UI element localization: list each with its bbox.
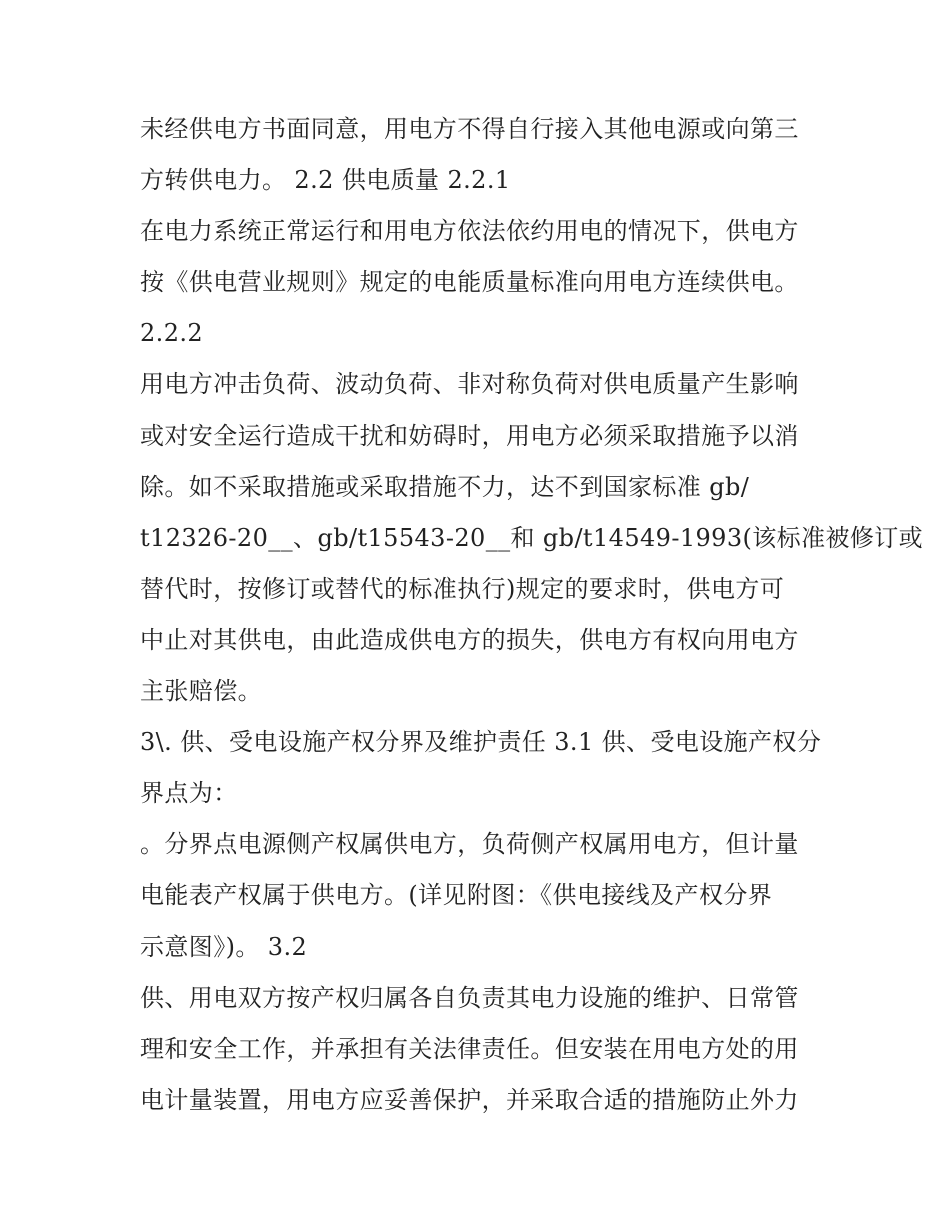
text-line: 除。如不采取措施或采取措施不力，达不到国家标准 gb/: [140, 472, 750, 501]
text-line: 或对安全运行造成干扰和妨碍时，用电方必须采取措施予以消: [140, 421, 799, 450]
text-line: 2.2.2: [140, 319, 204, 348]
text-line: 中止对其供电，由此造成供电方的损失，供电方有权向用电方: [140, 625, 799, 654]
text-line: 3\. 供、受电设施产权分界及维护责任 3.1 供、受电设施产权分: [140, 728, 822, 757]
text-line: 主张赔偿。: [140, 677, 262, 706]
text-line: 理和安全工作，并承担有关法律责任。但安装在用电方处的用: [140, 1034, 799, 1063]
text-line: t12326-20__、gb/t15543-20__和 gb/t14549-1993(该标准被修订或: [140, 523, 924, 552]
text-line: 示意图》)。 3.2: [140, 932, 308, 961]
text-line: 供、用电双方按产权归属各自负责其电力设施的维护、日常管: [140, 983, 799, 1012]
text-line: 。分界点电源侧产权属供电方，负荷侧产权属用电方，但计量: [140, 830, 799, 859]
text-line: 用电方冲击负荷、波动负荷、非对称负荷对供电质量产生影响: [140, 370, 799, 399]
text-line: 未经供电方书面同意，用电方不得自行接入其他电源或向第三: [140, 115, 799, 143]
text-line: 电计量装置，用电方应妥善保护，并采取合适的措施防止外力: [140, 1085, 799, 1114]
text-line: 按《供电营业规则》规定的电能质量标准向用电方连续供电。: [140, 268, 799, 297]
text-line: 电能表产权属于供电方。(详见附图：《供电接线及产权分界: [140, 881, 773, 910]
text-line: 界点为：: [140, 779, 238, 808]
text-line: 方转供电力。 2.2 供电质量 2.2.1: [140, 166, 511, 195]
text-line: 替代时，按修订或替代的标准执行)规定的要求时，供电方可: [140, 574, 785, 603]
text-line: 在电力系统正常运行和用电方依法依约用电的情况下，供电方: [140, 217, 799, 246]
document-body: [140, 104, 924, 1126]
